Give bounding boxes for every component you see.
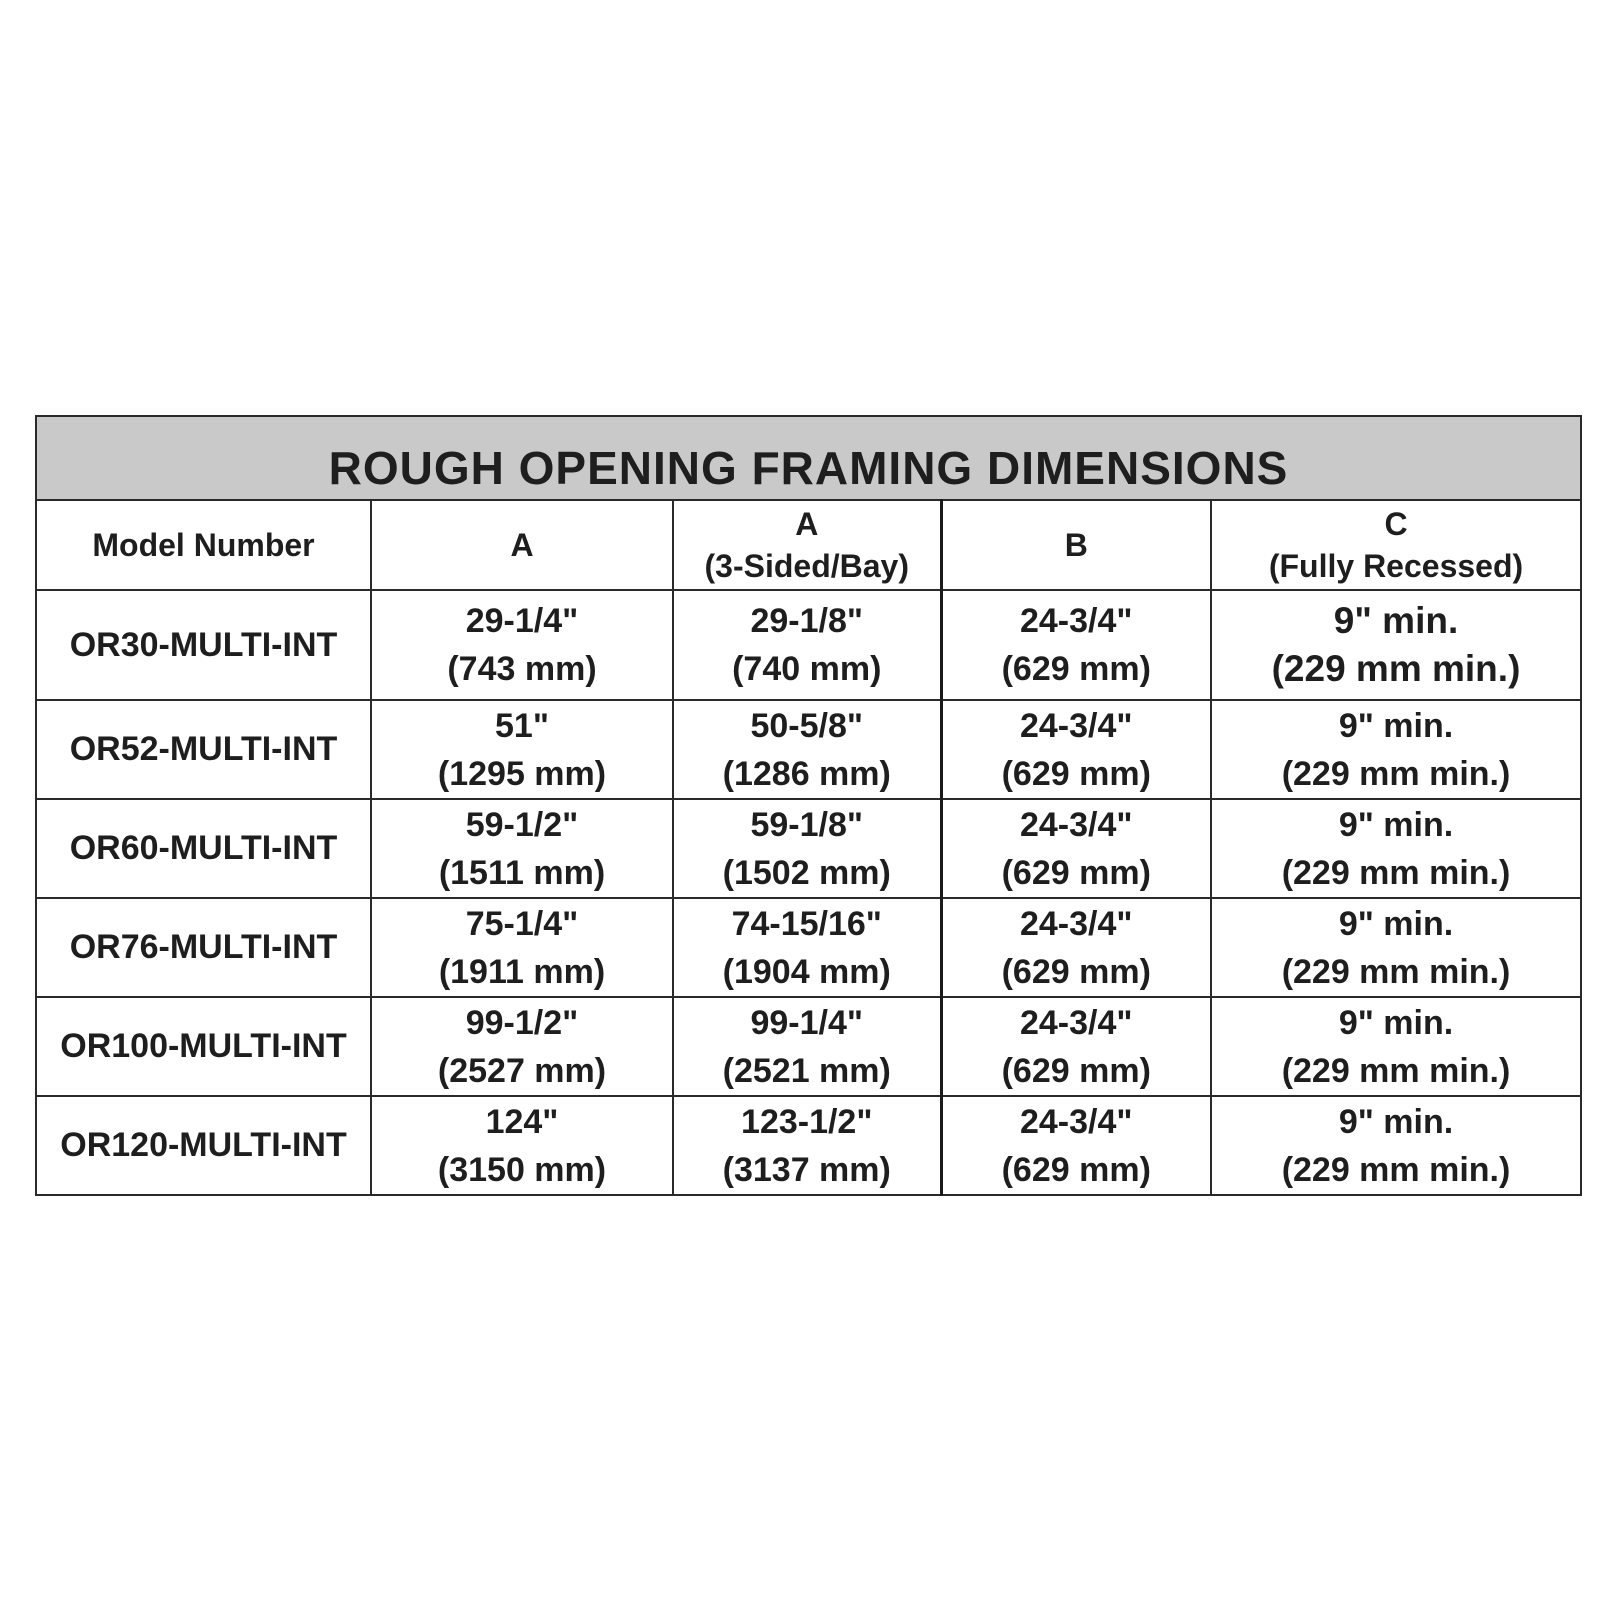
- metric-value: (743 mm): [447, 650, 597, 688]
- dim-a-cell: [371, 1096, 673, 1195]
- metric-value: (229 mm min.): [1281, 1051, 1511, 1090]
- dim-b-cell: [941, 898, 1211, 997]
- metric-value: (229 mm min.): [1281, 952, 1511, 991]
- dim-b-cell: [941, 700, 1211, 799]
- imperial-value: 99-1/2": [465, 1003, 579, 1042]
- table-row: [36, 1096, 1581, 1195]
- model-number-cell: OR76-MULTI-INT: [36, 898, 371, 997]
- model-number-cell: OR30-MULTI-INT: [36, 590, 371, 700]
- dim-a-3-sided-cell: [673, 799, 941, 898]
- dim-a-3-sided-cell: [673, 898, 941, 997]
- imperial-value: 24-3/4": [1019, 805, 1133, 844]
- column-header-c: [1211, 500, 1581, 590]
- metric-value: (2527 mm): [437, 1051, 607, 1090]
- imperial-value: 9" min.: [1338, 706, 1454, 745]
- imperial-value: 124": [485, 1102, 559, 1141]
- metric-value: (1911 mm): [438, 952, 606, 991]
- dim-b-cell: [941, 997, 1211, 1096]
- column-header-sublabel: (Fully Recessed): [1268, 548, 1524, 584]
- dim-a-3-sided-cell: [673, 997, 941, 1096]
- dim-a-cell: [371, 898, 673, 997]
- header-row: [36, 500, 1581, 590]
- imperial-value: 9" min.: [1338, 904, 1454, 943]
- table-title: ROUGH OPENING FRAMING DIMENSIONS: [36, 416, 1581, 500]
- column-header-label: A: [795, 506, 819, 542]
- metric-value: (1904 mm): [722, 952, 891, 991]
- metric-value: (1286 mm): [722, 754, 891, 793]
- metric-value: (629 mm): [1001, 1150, 1151, 1189]
- dim-a-cell: [371, 700, 673, 799]
- metric-value: (629 mm): [1001, 853, 1151, 892]
- framing-dimensions-table: [35, 415, 1582, 1196]
- dim-c-cell: [1211, 799, 1581, 898]
- dim-a-3-sided-cell: [673, 1096, 941, 1195]
- metric-value: (629 mm): [1001, 952, 1151, 991]
- imperial-value: 51": [495, 706, 549, 745]
- metric-value: (629 mm): [1001, 1051, 1151, 1090]
- model-number-cell: OR100-MULTI-INT: [36, 997, 371, 1096]
- table-row: [36, 997, 1581, 1096]
- column-header-model: [36, 500, 371, 590]
- table-row: [36, 700, 1581, 799]
- imperial-value: 9" min.: [1338, 805, 1454, 844]
- column-header-a: [371, 500, 673, 590]
- dim-b-cell: [941, 1096, 1211, 1195]
- imperial-value: 9" min.: [1338, 1102, 1454, 1141]
- table-row: [36, 799, 1581, 898]
- dim-a-3-sided-cell: [673, 700, 941, 799]
- metric-value: (629 mm): [1001, 754, 1151, 793]
- model-number-cell: OR120-MULTI-INT: [36, 1096, 371, 1195]
- column-header-a-3-sided: [673, 500, 941, 590]
- dim-a-cell: [371, 590, 673, 700]
- column-header-label: C: [1384, 506, 1408, 542]
- dim-c-cell: [1211, 590, 1581, 700]
- column-header-label: Model Number: [92, 527, 315, 563]
- imperial-value: 99-1/4": [750, 1003, 864, 1042]
- dim-a-cell: [371, 997, 673, 1096]
- metric-value: (229 mm min.): [1281, 853, 1511, 892]
- dim-b-cell: [941, 590, 1211, 700]
- imperial-value: 123-1/2": [741, 1102, 873, 1141]
- dim-b-cell: [941, 799, 1211, 898]
- metric-value: (3150 mm): [437, 1150, 607, 1189]
- imperial-value: 74-15/16": [731, 904, 882, 943]
- column-header-label: A: [510, 527, 534, 563]
- model-number-cell: OR60-MULTI-INT: [36, 799, 371, 898]
- column-header-label: B: [1064, 527, 1088, 563]
- metric-value: (740 mm): [732, 650, 882, 688]
- imperial-value: 9" min.: [1333, 600, 1459, 641]
- imperial-value: 29-1/4": [465, 602, 579, 640]
- imperial-value: 29-1/8": [750, 602, 864, 640]
- dim-c-cell: [1211, 997, 1581, 1096]
- imperial-value: 9" min.: [1338, 1003, 1454, 1042]
- metric-value: (1502 mm): [722, 853, 891, 892]
- table-row: [36, 590, 1581, 700]
- metric-value: (1295 mm): [437, 754, 607, 793]
- metric-value: (2521 mm): [722, 1051, 891, 1090]
- dim-a-3-sided-cell: [673, 590, 941, 700]
- imperial-value: 24-3/4": [1019, 1003, 1133, 1042]
- model-number-cell: OR52-MULTI-INT: [36, 700, 371, 799]
- table-row: [36, 898, 1581, 997]
- metric-value: (629 mm): [1001, 650, 1151, 688]
- metric-value: (229 mm min.): [1271, 648, 1521, 689]
- dim-a-cell: [371, 799, 673, 898]
- metric-value: (3137 mm): [722, 1150, 891, 1189]
- dim-c-cell: [1211, 898, 1581, 997]
- column-header-b: [941, 500, 1211, 590]
- metric-value: (229 mm min.): [1281, 754, 1511, 793]
- imperial-value: 24-3/4": [1019, 904, 1133, 943]
- imperial-value: 59-1/2": [465, 805, 579, 844]
- metric-value: (1511 mm): [438, 853, 606, 892]
- metric-value: (229 mm min.): [1281, 1150, 1511, 1189]
- imperial-value: 75-1/4": [465, 904, 579, 943]
- imperial-value: 50-5/8": [750, 706, 864, 745]
- dim-c-cell: [1211, 1096, 1581, 1195]
- imperial-value: 59-1/8": [750, 805, 864, 844]
- imperial-value: 24-3/4": [1019, 1102, 1133, 1141]
- imperial-value: 24-3/4": [1019, 602, 1133, 640]
- column-header-sublabel: (3-Sided/Bay): [704, 548, 909, 584]
- imperial-value: 24-3/4": [1019, 706, 1133, 745]
- dim-c-cell: [1211, 700, 1581, 799]
